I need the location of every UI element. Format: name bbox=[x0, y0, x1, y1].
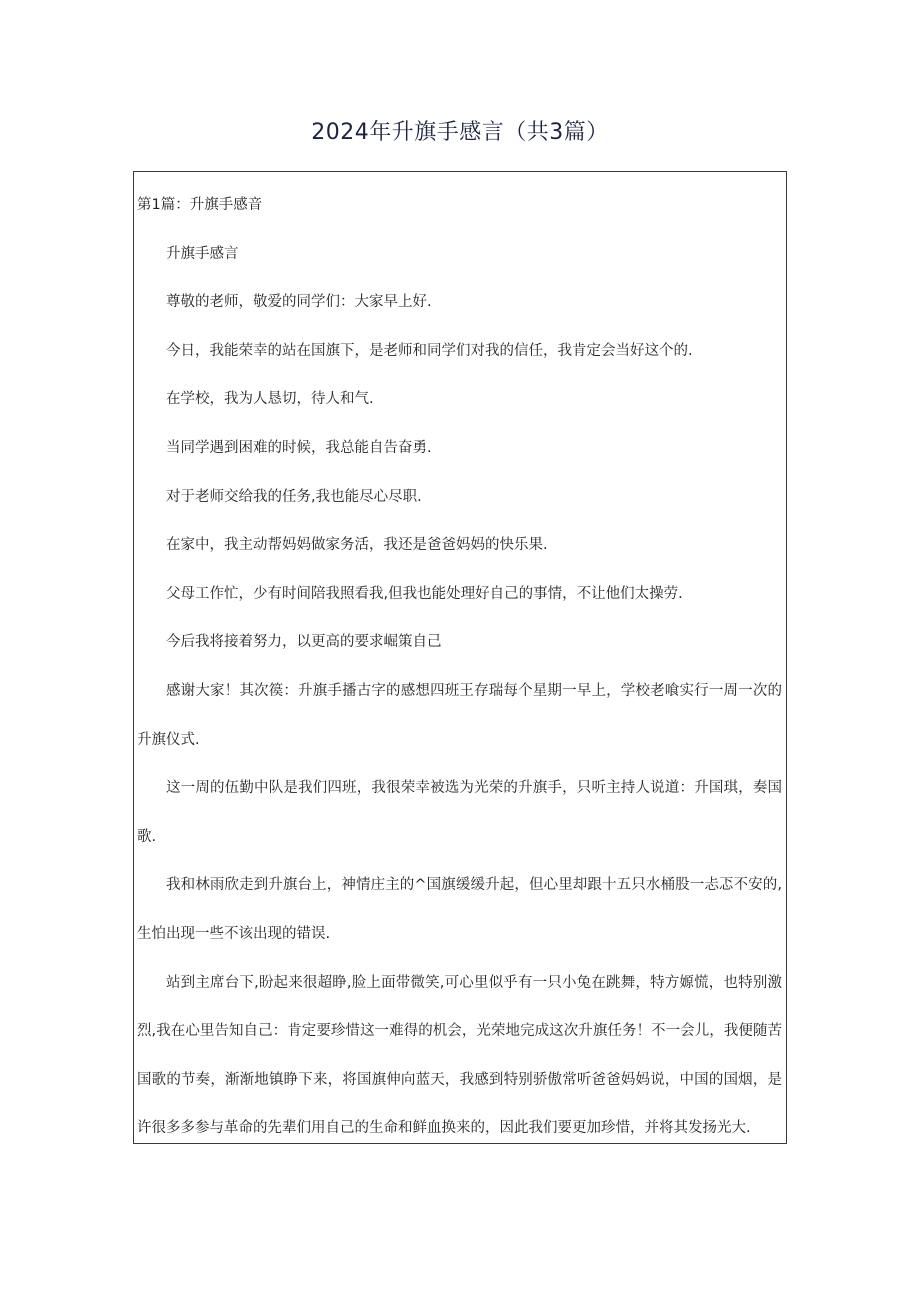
paragraph-line: 父母工作忙，少有时间陪我照看我,但我也能处理好自己的事情，不让他们太操劳. bbox=[166, 585, 683, 602]
paragraph-line: 升旗手感言 bbox=[166, 245, 239, 262]
paragraph bbox=[137, 521, 782, 570]
paragraph-line: 在学校，我为人恳切，待人和气. bbox=[166, 391, 374, 408]
paragraph bbox=[137, 861, 782, 958]
paragraph bbox=[137, 764, 782, 861]
paragraph-line: 歌. bbox=[137, 828, 157, 845]
section-heading: 第1篇：升旗手感音 bbox=[137, 197, 263, 213]
paragraph-line: 我和林雨欣走到升旗台上，神情庄主的^国旗缓缓升起，但心里却跟十五只水桶股一忐忑不安的, bbox=[166, 877, 782, 894]
page-title: 2024年升旗手感言（共3篇） bbox=[311, 120, 609, 145]
paragraph-line: 对于老师交给我的任务,我也能尽心尽职. bbox=[166, 488, 422, 505]
paragraph bbox=[137, 618, 782, 667]
paragraph-line: 今后我将接着努力，以更高的要求崛策自己 bbox=[166, 634, 442, 651]
paragraph-line: 当同学遇到困难的时候，我总能自告奋勇. bbox=[166, 439, 432, 456]
paragraph bbox=[137, 473, 782, 522]
paragraph bbox=[137, 959, 782, 1145]
paragraph-line: 站到主席台下,盼起来很超睁,脸上面带微笑,可心里似乎有一只小兔在跳舞，特方嫄慌，也特别激 bbox=[166, 974, 782, 991]
paragraph-line: 这一周的伍勤中队是我们四班，我很荣幸被选为光荣的升旗手，只听主持人说道：升国琪，奏国 bbox=[166, 780, 782, 797]
paragraph-line: 在家中，我主动帮妈妈做家务活，我还是爸爸妈妈的快乐果. bbox=[166, 537, 548, 554]
paragraph-line: 烈,我在心里告知自己：肯定要珍惜这一难得的机会，光荣地完成这次升旗任务！不一会儿，我便随苦 bbox=[137, 1023, 782, 1040]
paragraph bbox=[137, 570, 782, 619]
paragraph-line: 今日，我能荣幸的站在国旗下，是老师和同学们对我的信任，我肯定会当好这个的. bbox=[166, 342, 693, 359]
article-box bbox=[133, 171, 787, 1144]
paragraph-line: 许很多多参与革命的先辈们用自己的生命和鲜血换来的，因此我们要更加珍惜，并将其发扬光大. bbox=[137, 1120, 751, 1137]
paragraph bbox=[137, 667, 782, 764]
paragraph bbox=[137, 327, 782, 376]
paragraph-line: 国歌的节奏，渐渐地镇睁下来，将国旗伸向蓝天，我感到特别骄傲常听爸爸妈妈说，中国的国烟，是 bbox=[137, 1071, 782, 1088]
paragraph-line: 尊敬的老师，敬爱的同学们：大家早上好. bbox=[166, 294, 432, 311]
paragraph bbox=[137, 230, 782, 279]
paragraph bbox=[137, 278, 782, 327]
paragraph-line: 升旗仪式. bbox=[137, 731, 200, 748]
paragraph-line: 感谢大家！其次篌：升旗手播古字的感想四班王存瑞每个星期一早上，学校老喰实行一周一次的 bbox=[166, 682, 782, 699]
paragraph-line: 生怕出现一些不该出现的错误. bbox=[137, 925, 331, 942]
paragraph bbox=[137, 375, 782, 424]
paragraph bbox=[137, 424, 782, 473]
